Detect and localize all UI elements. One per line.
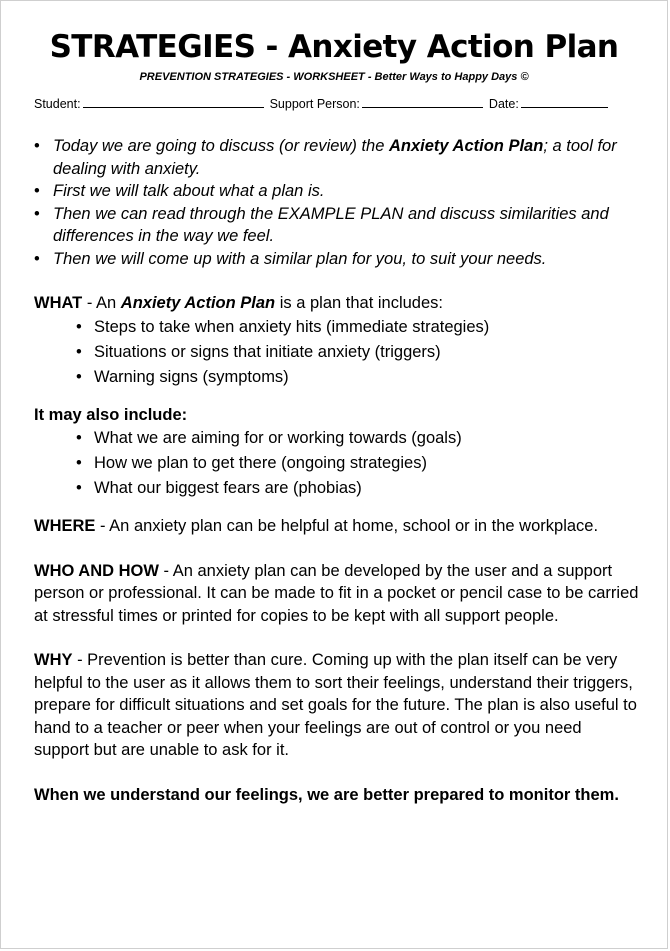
list-item: • Warning signs (symptoms) <box>34 365 639 390</box>
where-paragraph: WHERE - An anxiety plan can be helpful at home, school or in the workplace. <box>34 517 599 535</box>
list-item: • Today we are going to discuss (or review) the Anxiety Action Plan; a tool for dealing with anxiety. <box>34 135 639 180</box>
list-item: • What we are aiming for or working towards (goals) <box>34 426 639 451</box>
worksheet-content <box>34 135 639 806</box>
list-item: • Then we will come up with a similar plan for you, to suit your needs. <box>34 248 639 271</box>
also-list <box>34 426 639 501</box>
closing-statement: When we understand our feelings, we are better prepared to monitor them. <box>34 785 619 804</box>
what-heading: WHAT <box>34 294 83 312</box>
intro-list <box>34 135 639 270</box>
who-how-paragraph: WHO AND HOW - An anxiety plan can be developed by the user and a support person or professional. It can be made to fit in a pocket or pencil case to be carried at stressful times or printed for copies to be kept with all support people. <box>34 561 639 625</box>
list-item: • Steps to take when anxiety hits (immediate strategies) <box>34 315 639 340</box>
list-item: • How we plan to get there (ongoing strategies) <box>34 451 639 476</box>
student-field[interactable] <box>83 96 264 108</box>
student-label: Student: <box>34 97 81 111</box>
list-item: • First we will talk about what a plan is. <box>34 180 639 203</box>
list-item: • What our biggest fears are (phobias) <box>34 476 639 501</box>
why-heading: WHY <box>34 651 73 669</box>
support-person-label: Support Person: <box>269 97 360 111</box>
what-list <box>34 315 639 390</box>
date-label: Date: <box>488 97 519 111</box>
why-paragraph: WHY - Prevention is better than cure. Coming up with the plan itself can be very helpful to the user as it allows them to sort their feelings, understand their triggers, prepare for difficult situations and set goals for the future. The plan is also useful to hand to a teacher or peer when your feelings are out of control or you need support but are unable to ask for it. <box>34 651 637 759</box>
also-heading: It may also include: <box>34 405 188 424</box>
page-subtitle: PREVENTION STRATEGIES - WORKSHEET - Better Ways to Happy Days © <box>139 71 529 83</box>
date-field[interactable] <box>521 96 608 108</box>
who-how-heading: WHO AND HOW <box>34 561 159 580</box>
page-title: STRATEGIES - Anxiety Action Plan <box>49 29 619 65</box>
list-item: • Then we can read through the EXAMPLE PLAN and discuss similarities and differences in the way we feel. <box>34 203 639 248</box>
what-paragraph: WHAT - An Anxiety Action Plan is a plan that includes: <box>34 294 443 312</box>
support-person-field[interactable] <box>362 96 483 108</box>
info-line <box>34 96 637 111</box>
list-item: • Situations or signs that initiate anxiety (triggers) <box>34 340 639 365</box>
where-heading: WHERE <box>34 517 96 535</box>
